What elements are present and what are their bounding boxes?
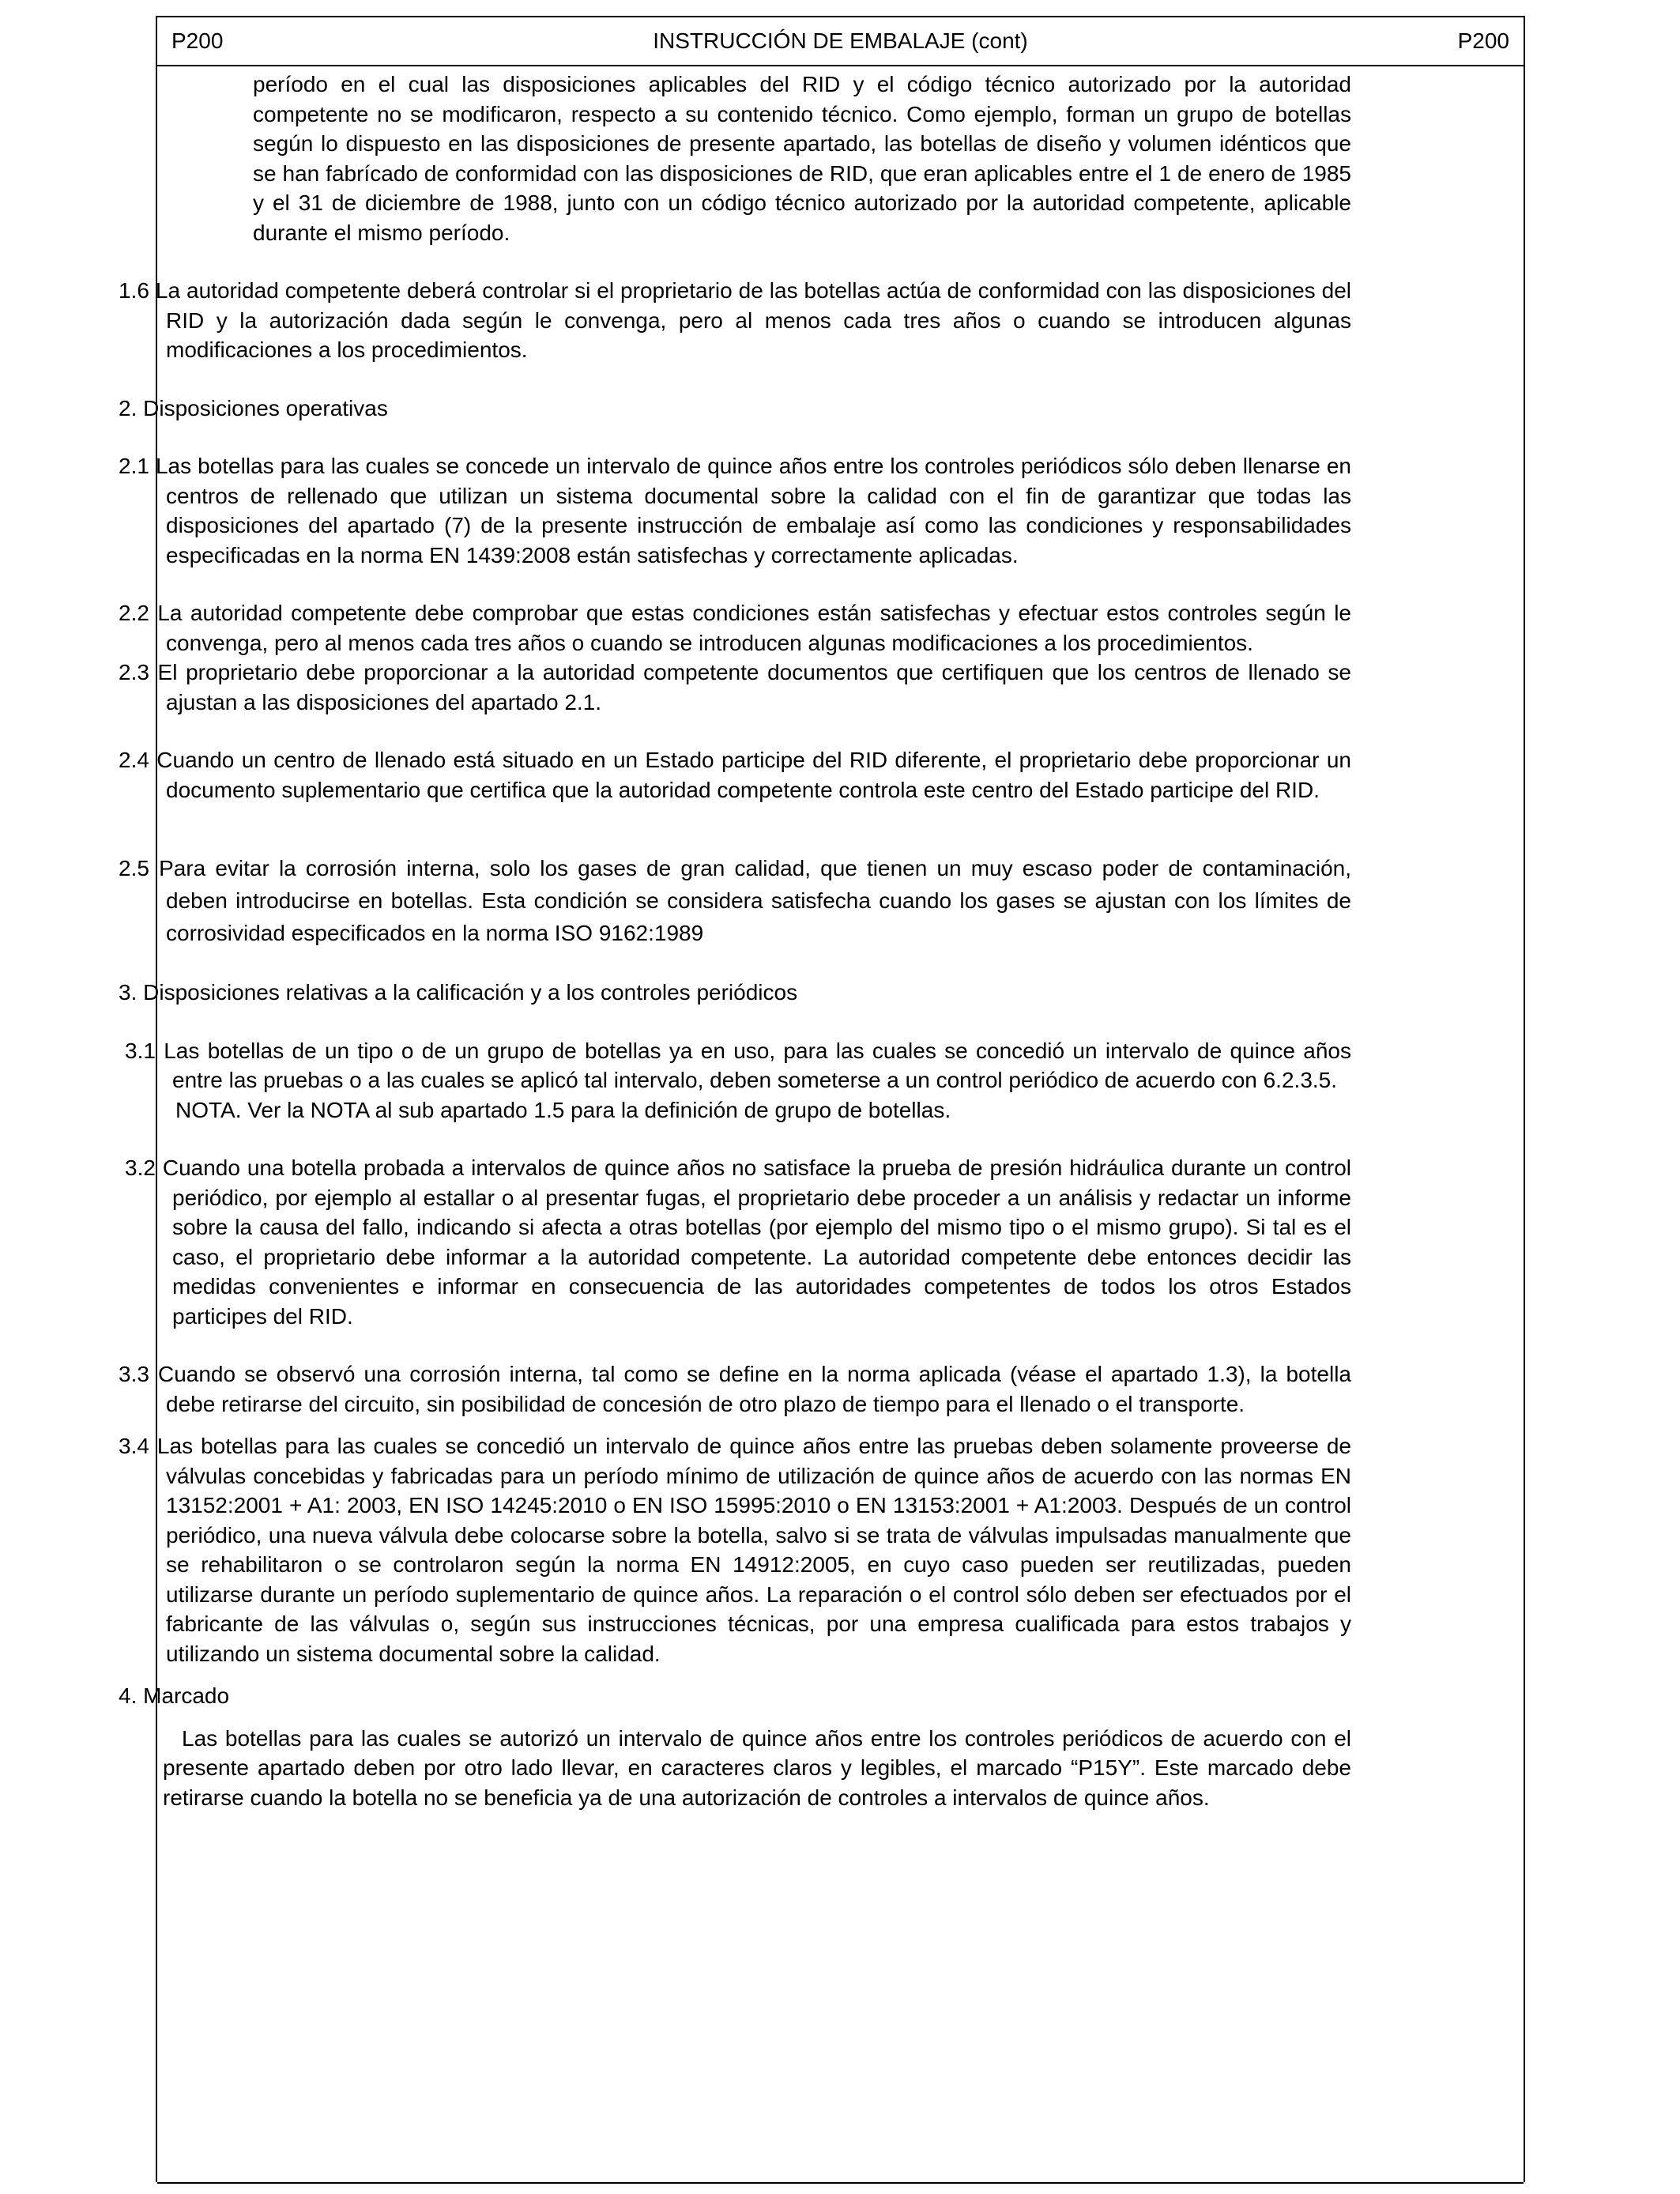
paragraph-2-1: 2.1 Las botellas para las cuales se concede un intervalo de quince años entre los controles periódicos sólo deben llenarse en centros de rellenado que utilizan un sistema documental sobre la calidad con el fin de garantizar que todas las disposiciones del apartado (7) de la presente instrucción de embalaje así como las condiciones y responsabilidades especificadas en la norma EN 1439:2008 están satisfechas y correctamente aplicadas. xyxy=(119,454,1351,567)
bottom-rule xyxy=(157,2182,1524,2184)
paragraph-1-6: 1.6 La autoridad competente deberá controlar si el proprietario de las botellas actúa de conformidad con las disposiciones del RID y la autorización dada según le convenga, pero al menos cada tres años o cuando se introducen algunas modificaciones a los procedimientos. xyxy=(119,278,1351,362)
paragraph-2-5: 2.5 Para evitar la corrosión interna, solo los gases de gran calidad, que tienen un muy escaso poder de contaminación, deben introducirse en botellas. Esta condición se considera satisfecha cuando los gases se ajustan con los límites de corrosividad especificados en la norma ISO 9162:1989 xyxy=(119,856,1351,945)
paragraph-1-5-continued: período en el cual las disposiciones aplicables del RID y el código técnico autorizado por la autoridad competente no se modificaron, respecto a su contenido técnico. Como ejemplo, forman un grupo de botellas según lo dispuesto en las disposiciones de presente apartado, las botellas de diseño y volumen idénticos que se han fabrícado de conformidad con las disposiciones de RID, que eran aplicables entre el 1 de enero de 1985 y el 31 de diciembre de 1988, junto con un código técnico autorizado por la autoridad competente, aplicable durante el mismo período. xyxy=(253,72,1351,245)
header-left-code: P200 xyxy=(171,28,224,53)
paragraph-2-4: 2.4 Cuando un centro de llenado está situado en un Estado participe del RID diferente, el proprietario debe proporcionar un documento suplementario que certifica que la autoridad competente controla este centro del Estado participe del RID. xyxy=(119,748,1351,802)
document-body xyxy=(119,70,1351,1812)
paragraph-3-1: 3.1 Las botellas de un tipo o de un grupo de botellas ya en uso, para las cuales se concedió un intervalo de quince años entre las pruebas o a las cuales se aplicó tal intervalo, deben someterse a un control periódico de acuerdo con 6.2.3.5. xyxy=(125,1038,1351,1092)
paragraph-2-3: 2.3 El proprietario debe proporcionar a la autoridad competente documentos que certifiquen que los centros de llenado se ajustan a las disposiciones del apartado 2.1. xyxy=(119,660,1351,714)
paragraph-3-4: 3.4 Las botellas para las cuales se concedió un intervalo de quince años entre las pruebas deben solamente proveerse de válvulas concebidas y fabricadas para un período mínimo de utilización de quince años de acuerdo con las normas EN 13152:2001 + A1: 2003, EN ISO 14245:2010 o EN ISO 15995:2010 o EN 13153:2001 + A1:2003. Después de un control periódico, una nueva válvula debe colocarse sobre la botella, salvo si se trata de válvulas impulsadas manualmente que se rehabilitaron o se controlaron según la norma EN 14912:2005, en cuyo caso pueden ser reutilizadas, pueden utilizarse durante un período suplementario de quince años. La reparación o el control sólo deben ser efectuados por el fabricante de las válvulas o, según sus instrucciones técnicas, por una empresa cualificada para estos trabajos y utilizando un sistema documental sobre la calidad. xyxy=(119,1434,1351,1666)
page-header xyxy=(157,17,1524,66)
paragraph-4: Las botellas para las cuales se autorizó un intervalo de quince años entre los controles periódicos de acuerdo con el presente apartado deben por otro lado llevar, en caracteres claros y legibles, el marcado “P15Y”. Este marcado debe retirarse cuando la botella no se beneficia ya de una autorización de controles a intervalos de quince años. xyxy=(163,1725,1351,1810)
section-4-heading: 4. Marcado xyxy=(119,1683,230,1708)
paragraph-3-2: 3.2 Cuando una botella probada a intervalos de quince años no satisface la prueba de presión hidráulica durante un control periódico, por ejemplo al estallar o al presentar fugas, el proprietario debe proceder a un análisis y redactar un informe sobre la causa del fallo, indicando si afecta a otras botellas (por ejemplo del mismo tipo o el mismo grupo). Si tal es el caso, el proprietario debe informar a la autoridad competente. La autoridad competente debe entonces decidir las medidas convenientes e informar en consecuencia de las autoridades competentes de todos los otros Estados participes del RID. xyxy=(125,1155,1351,1329)
paragraph-2-2: 2.2 La autoridad competente debe comprobar que estas condiciones están satisfechas y efectuar estos controles según le convenga, pero al menos cada tres años o cuando se introducen algunas modificaciones a los procedimientos. xyxy=(119,601,1351,655)
paragraph-3-3: 3.3 Cuando se observó una corrosión interna, tal como se define en la norma aplicada (véase el apartado 1.3), la botella debe retirarse del circuito, sin posibilidad de concesión de otro plazo de tiempo para el llenado o el transporte. xyxy=(119,1362,1351,1416)
section-2-heading: 2. Disposiciones operativas xyxy=(119,395,388,420)
header-right-code: P200 xyxy=(1457,28,1509,53)
section-3-heading: 3. Disposiciones relativas a la calificación y a los controles periódicos xyxy=(119,980,798,1005)
note-3-1: NOTA. Ver la NOTA al sub apartado 1.5 para la definición de grupo de botellas. xyxy=(175,1097,951,1122)
header-title: INSTRUCCIÓN DE EMBALAJE (cont) xyxy=(653,28,1028,53)
